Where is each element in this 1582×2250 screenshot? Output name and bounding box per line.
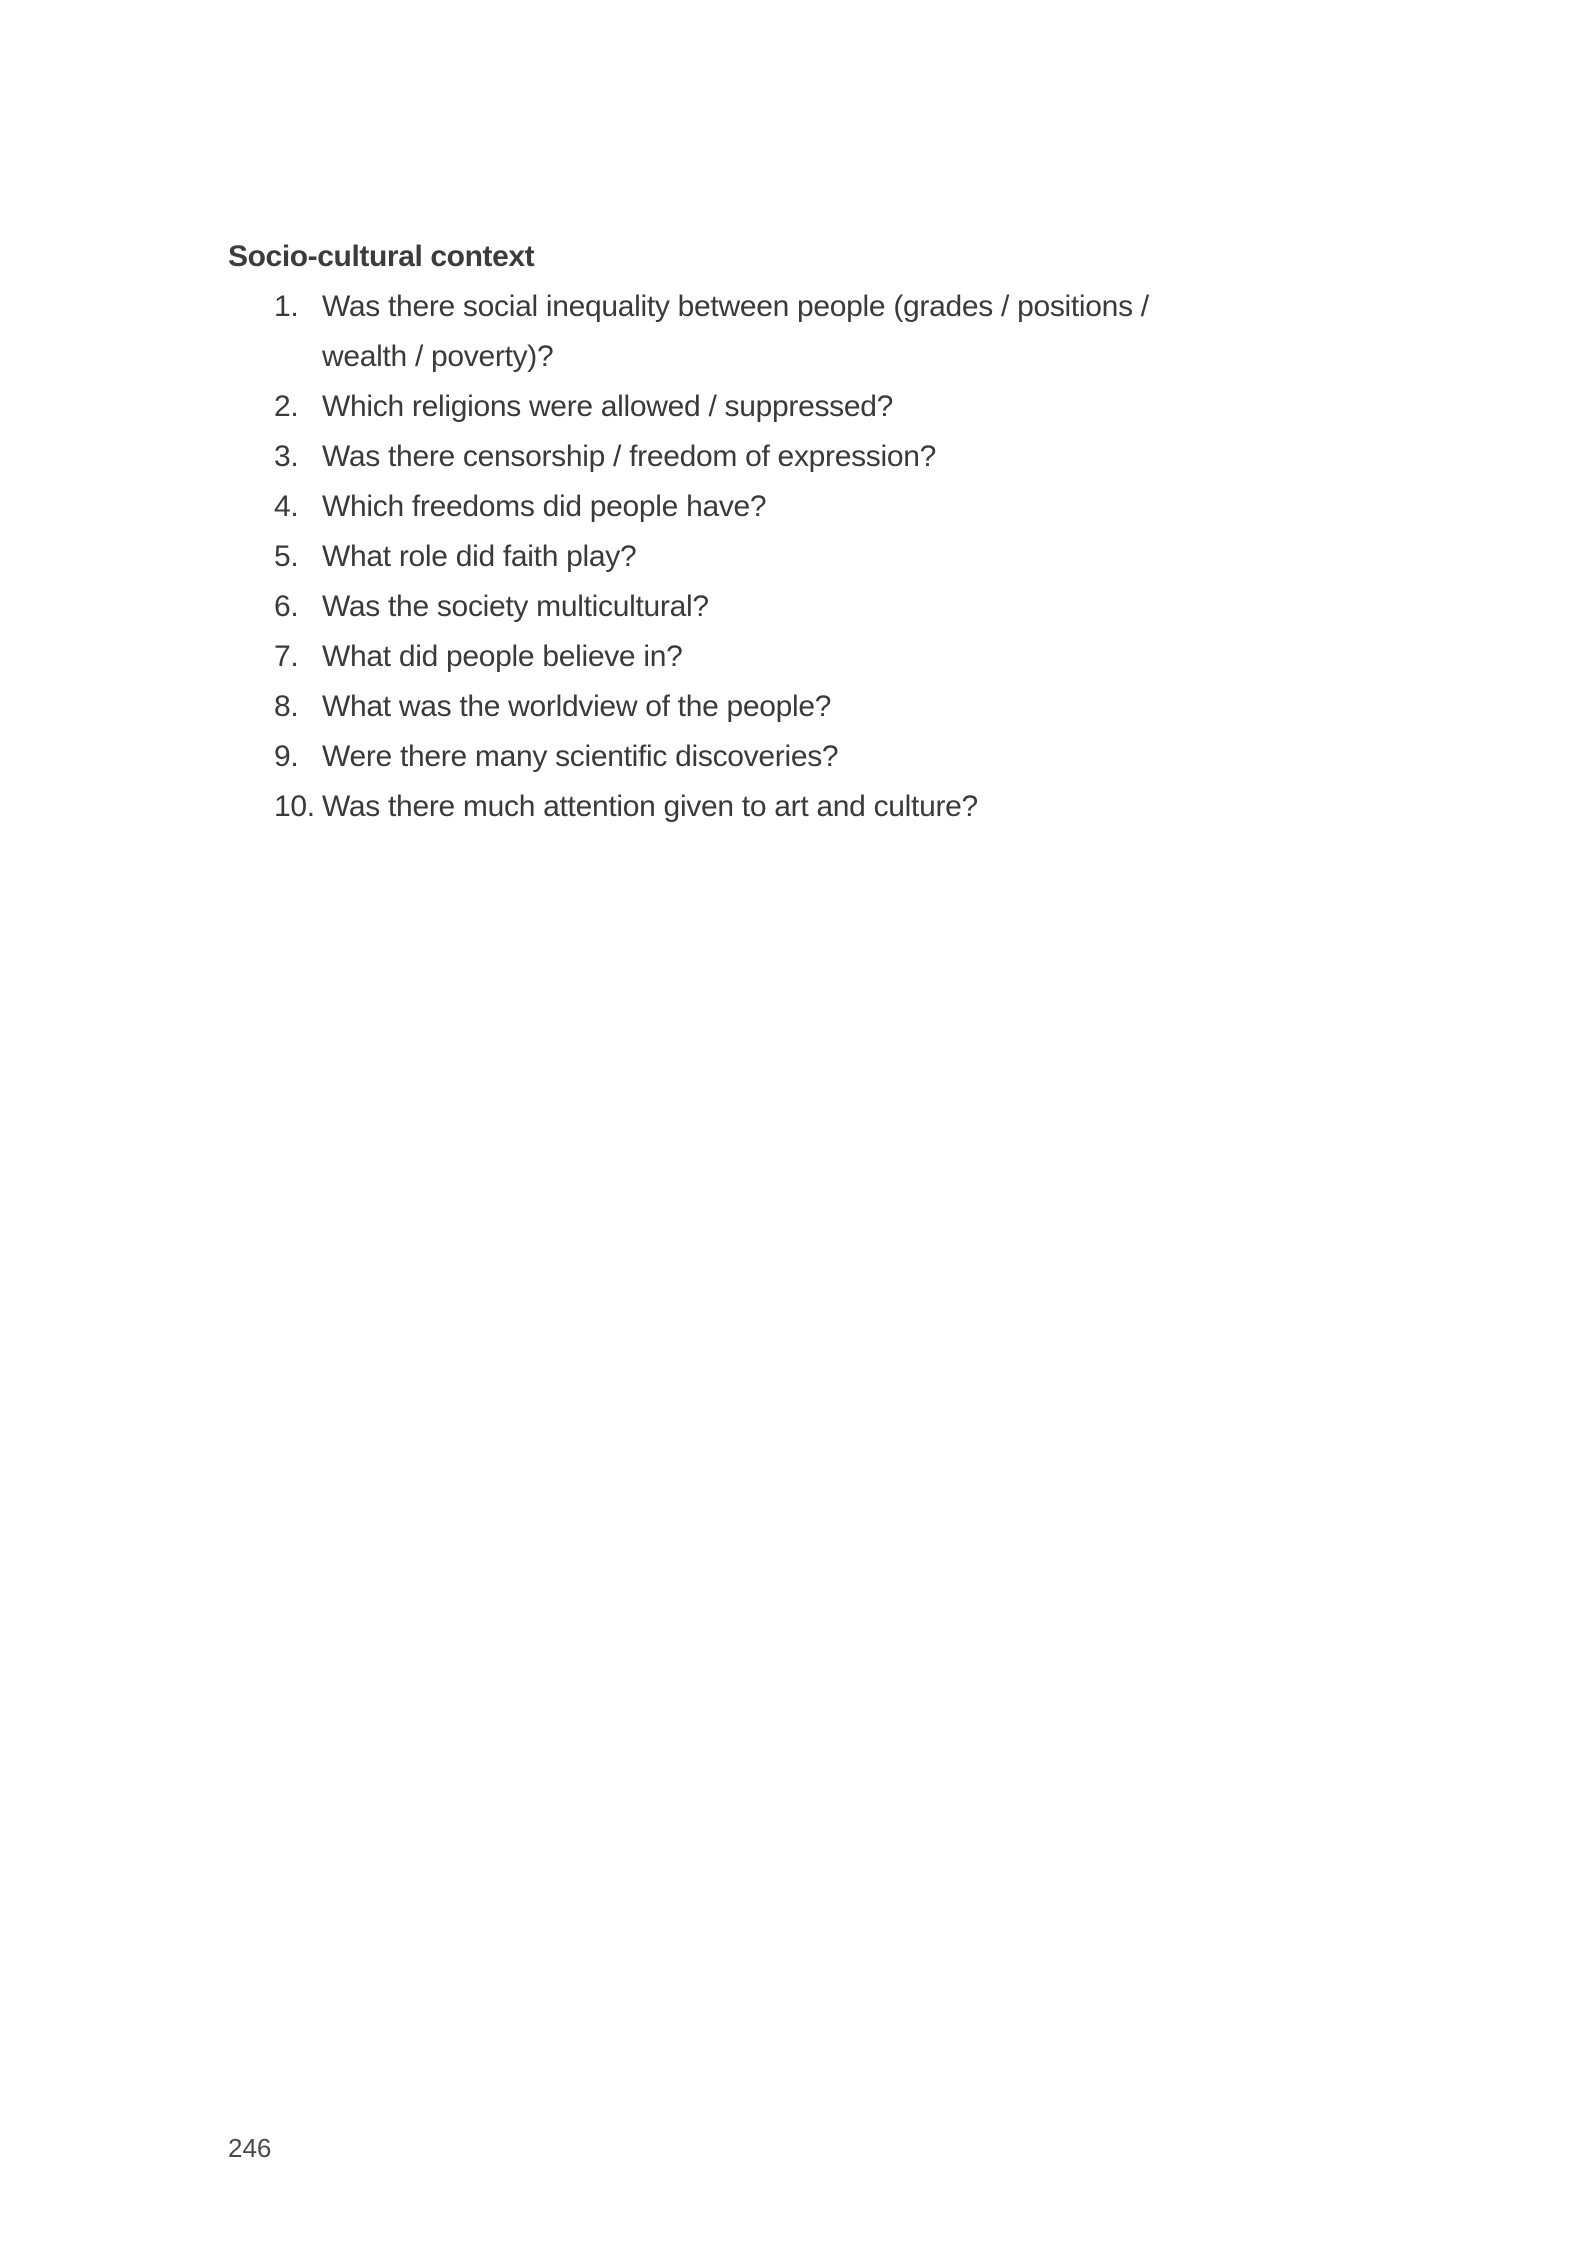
item-text: Which freedoms did people have? <box>322 490 767 523</box>
list-item <box>228 532 1328 582</box>
item-text: Was there social inequality between people (grades / positions / wealth / poverty)? <box>322 290 1149 373</box>
item-number: 2. <box>274 390 299 423</box>
item-text: Was the society multicultural? <box>322 590 709 623</box>
item-number: 5. <box>274 540 299 573</box>
item-number: 3. <box>274 440 299 473</box>
item-number: 8. <box>274 690 299 723</box>
list-item <box>228 732 1328 782</box>
item-text: Was there much attention given to art and culture? <box>322 790 978 823</box>
item-number: 1. <box>274 290 299 323</box>
list-item <box>228 582 1328 632</box>
socio-cultural-section <box>228 232 1328 832</box>
list-item <box>228 782 1328 832</box>
item-number: 4. <box>274 490 299 523</box>
item-number: 9. <box>274 740 299 773</box>
list-item <box>228 632 1328 682</box>
item-number: 6. <box>274 590 299 623</box>
list-item <box>228 282 1328 382</box>
list-item <box>228 682 1328 732</box>
item-text: What was the worldview of the people? <box>322 690 832 723</box>
list-item <box>228 382 1328 432</box>
item-text: Was there censorship / freedom of expression? <box>322 440 937 473</box>
page-number: 246 <box>228 2133 272 2163</box>
list-item <box>228 482 1328 532</box>
item-text: Which religions were allowed / suppressed? <box>322 390 894 423</box>
item-number: 7. <box>274 640 299 673</box>
item-number: 10. <box>274 790 315 823</box>
question-list <box>228 282 1328 832</box>
section-heading: Socio-cultural context <box>228 240 535 273</box>
item-text: What role did faith play? <box>322 540 637 573</box>
item-text: Were there many scientific discoveries? <box>322 740 839 773</box>
item-text: What did people believe in? <box>322 640 683 673</box>
list-item <box>228 432 1328 482</box>
